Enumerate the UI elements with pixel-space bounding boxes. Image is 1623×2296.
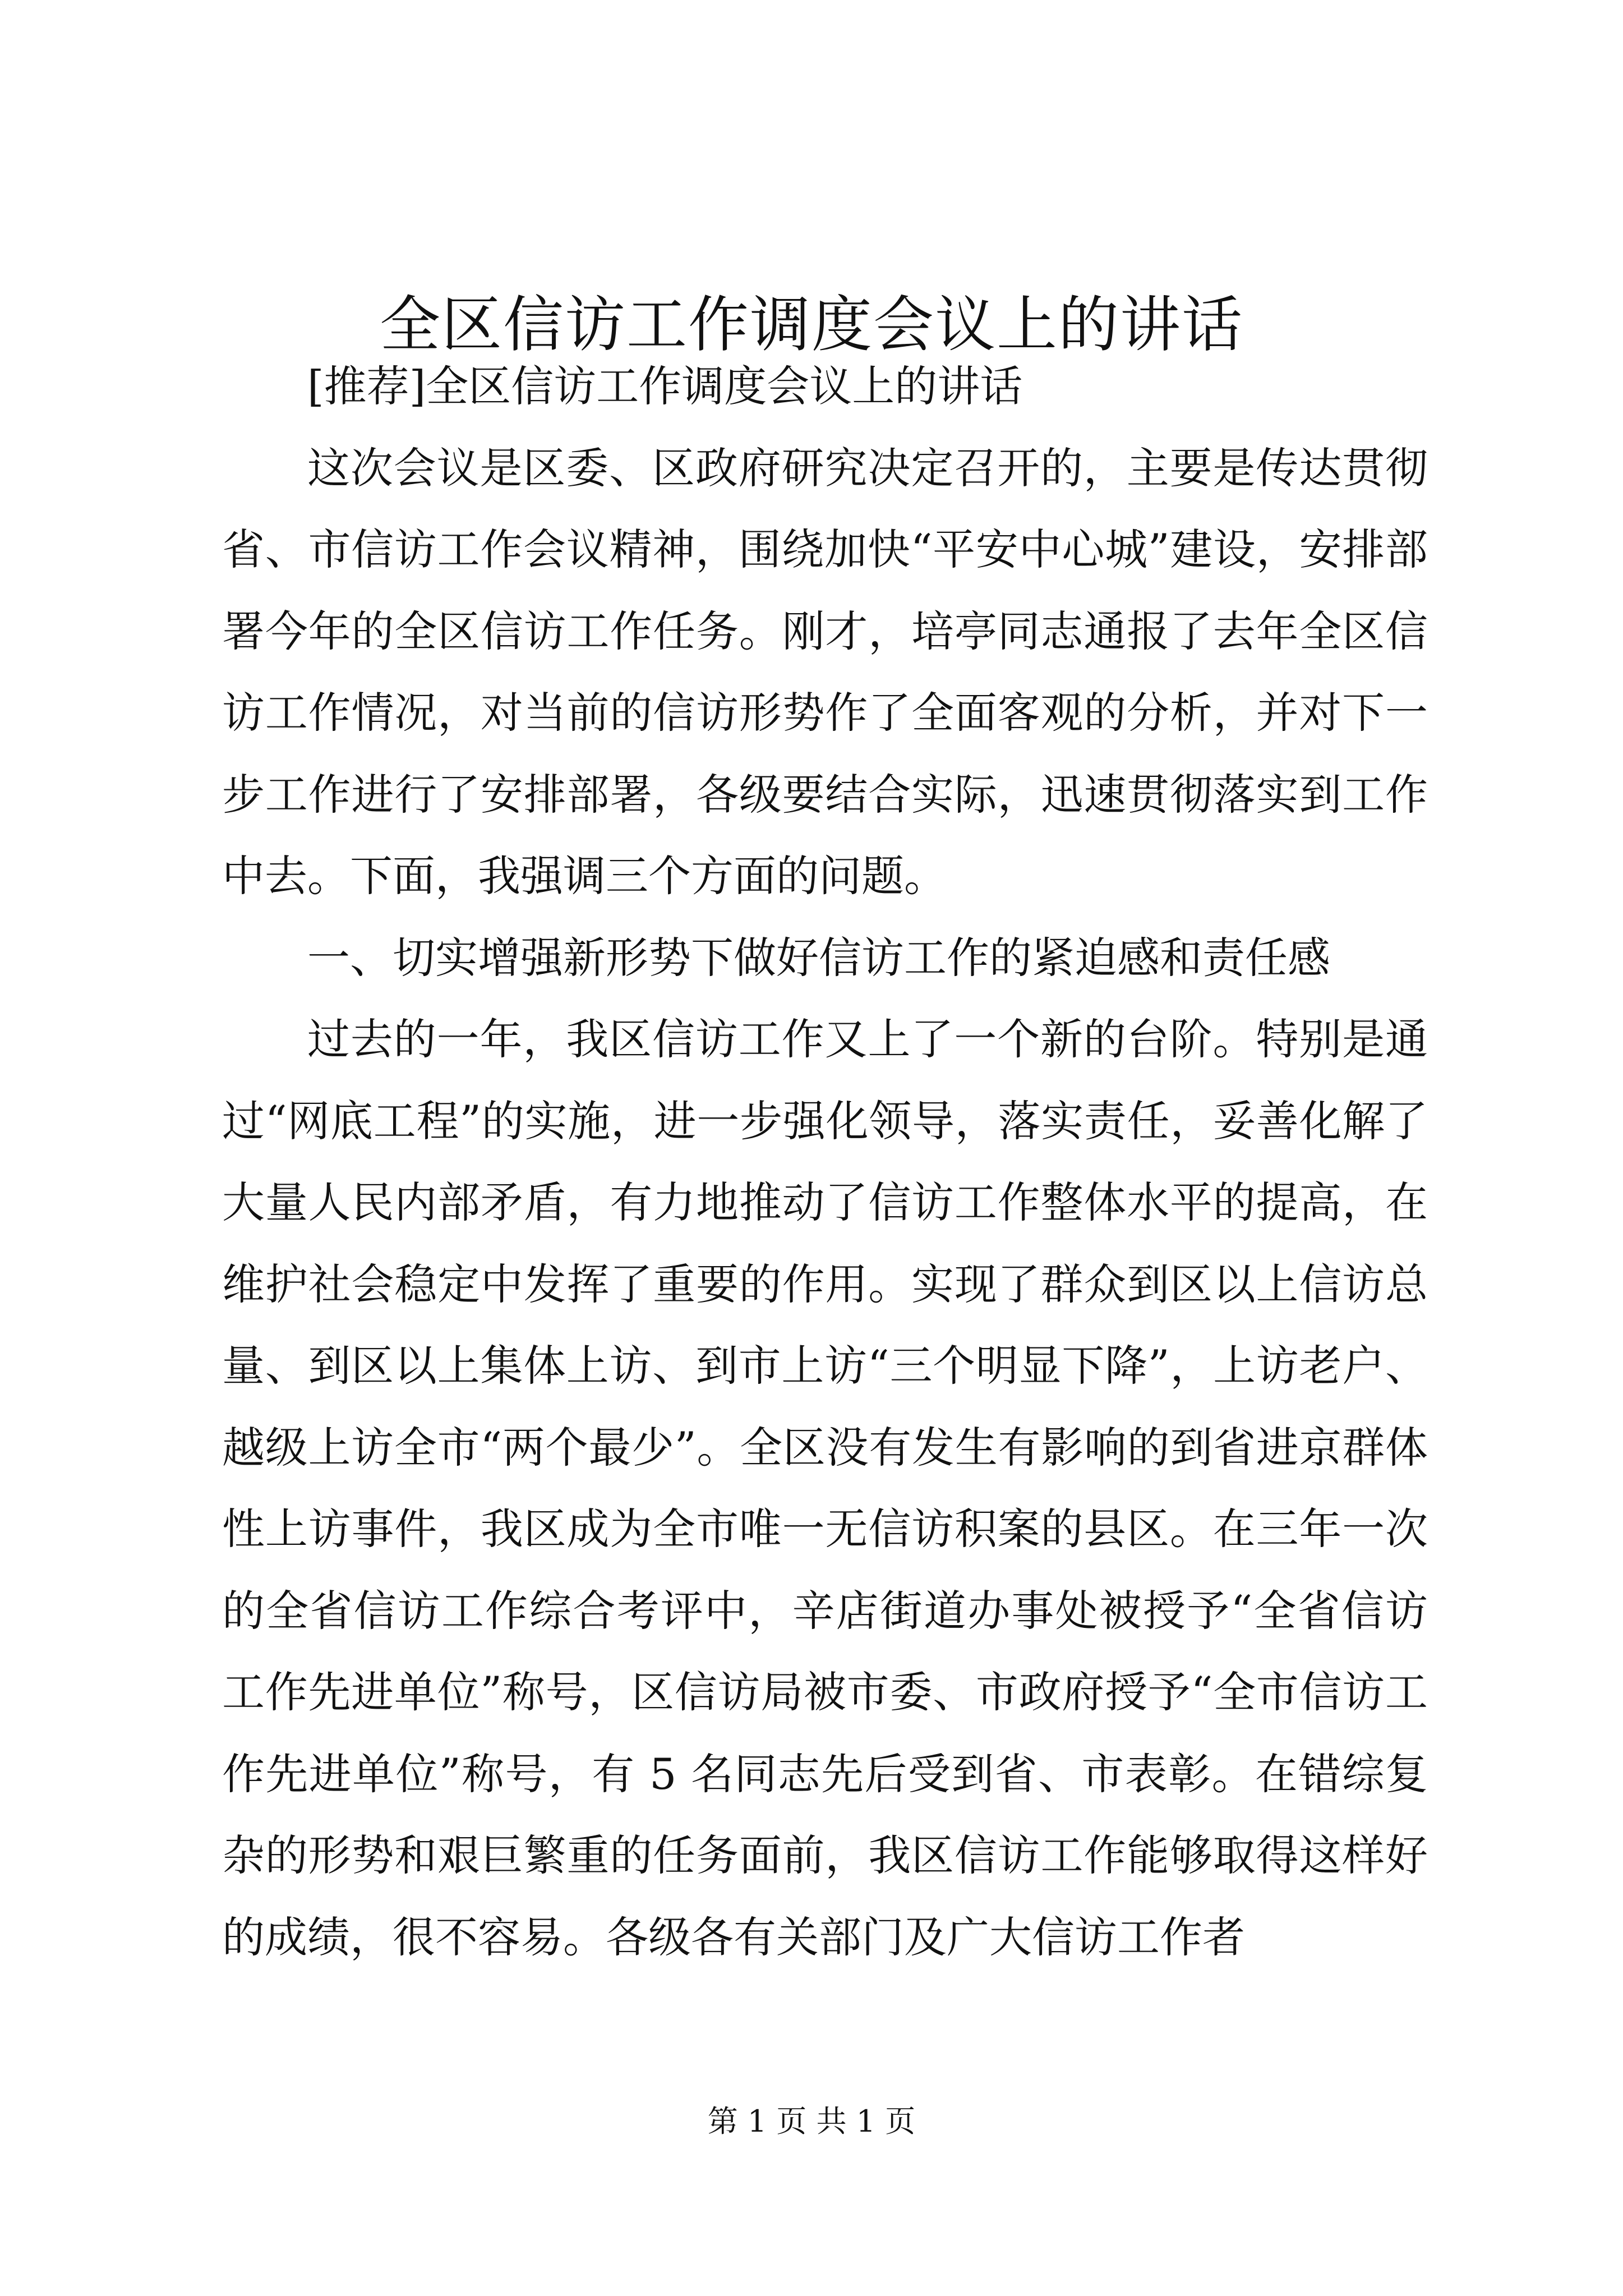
paragraph-intro: 这次会议是区委、区政府研究决定召开的，主要是传达贯彻省、市信访工作会议精神，围绕加快“平安中心城”建设，安排部署今年的全区信访工作任务。刚才，培亭同志通报了去年全区信访工作情况，对当前的信访形势作了全面客观的分析，并对下一步工作进行了安排部署，各级要结合实际，迅速贯彻落实到工作中去。下面，我强调三个方面的问题。 [222,443,1428,901]
paragraph-subtitle: [推荐]全区信访工作调度会议上的讲话 [307,361,1023,411]
document-title: 全区信访工作调度会议上的讲话 [379,290,1243,360]
section-heading-1: 一、切实增强新形势下做好信访工作的紧迫感和责任感 [307,932,1330,983]
paragraph-review: 过去的一年，我区信访工作又上了一个新的台阶。特别是通过“网底工程”的实施，进一步强化领导，落实责任，妥善化解了大量人民内部矛盾，有力地推动了信访工作整体水平的提高，在维护社会稳定中发挥了重要的作用。实现了群众到区以上信访总量、到区以上集体上访、到市上访“三个明显下降”，上访老户、越级上访全市“两个最少”。全区没有发生有影响的到省进京群体性上访事件，我区成为全市唯一无信访积案的县区。在三年一次的全省信访工作综合考评中，辛店街道办事处被授予“全省信访工作先进单位”称号，区信访局被市委、市政府授予“全市信访工作先进单位”称号，有 5 名同志先后受到省、市表彰。在错综复杂的形势和艰巨繁重的任务面前，我区信访工作能够取得这样好的成绩，很不容易。各级各有关部门及广大信访工作者 [222,1014,1428,1962]
document-body [222,346,1428,1978]
page-footer: 第 1 页 共 1 页 [707,2104,916,2139]
